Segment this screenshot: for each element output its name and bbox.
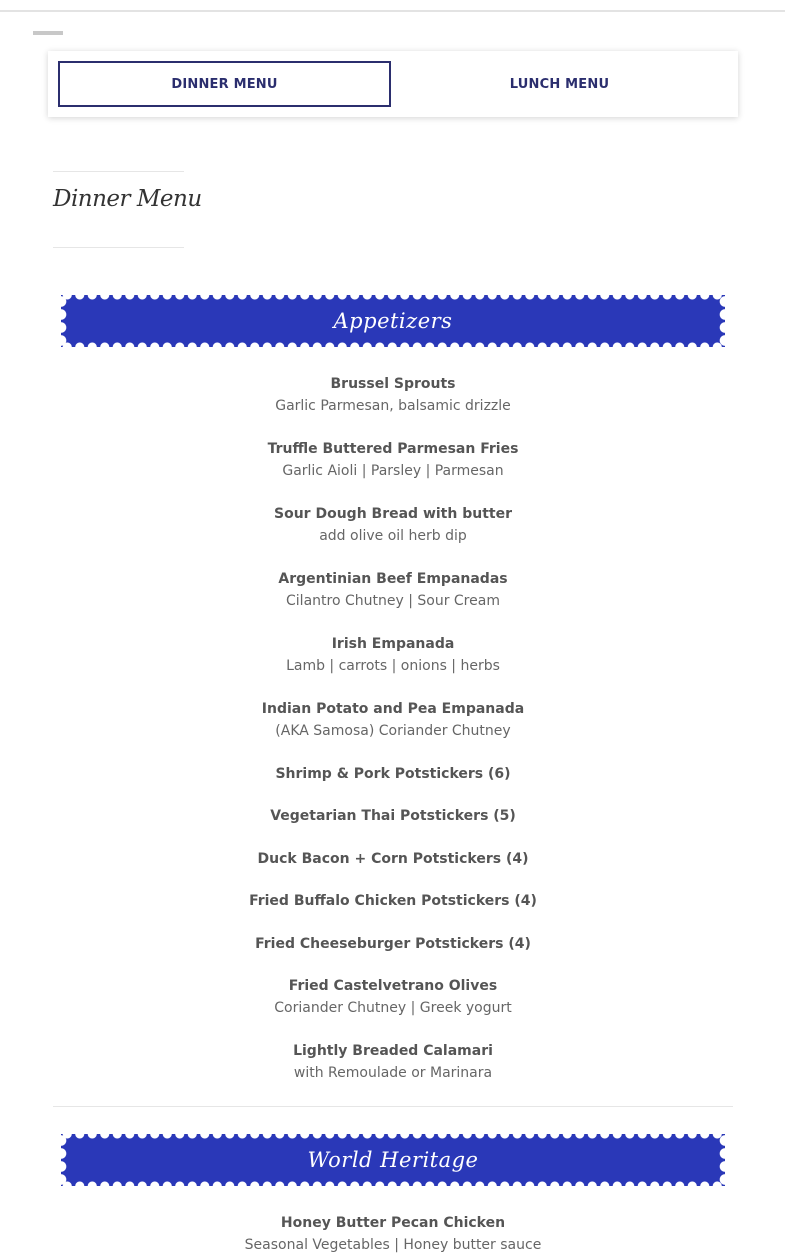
item-name: Brussel Sprouts [330,376,456,392]
item-description: Cilantro Chutney | Sour Cream [286,593,500,609]
section-title: Appetizers [333,309,453,333]
item-description: Seasonal Vegetables | Honey butter sauce [244,1237,542,1253]
tab-dinner-menu[interactable]: DINNER MENU [58,61,391,107]
menu-item [53,1041,733,1087]
appetizers-list [53,374,733,1087]
item-name: Indian Potato and Pea Empanada [261,701,525,717]
item-name: Shrimp & Pork Potstickers (6) [275,766,511,782]
section-divider [53,1106,733,1107]
menu-tabs [48,51,738,117]
item-name: Vegetarian Thai Potstickers (5) [270,808,516,824]
menu-item [53,634,733,699]
menu-item [53,569,733,634]
menu-item [53,849,733,891]
menu-item [53,806,733,849]
menu-item [53,374,733,439]
top-rule [0,0,785,12]
item-name: Lightly Breaded Calamari [293,1043,493,1059]
item-name: Argentinian Beef Empanadas [278,571,508,587]
page-heading [53,171,202,248]
menu-item [53,504,733,569]
page-title: Dinner Menu [53,186,202,212]
item-name: Duck Bacon + Corn Potstickers (4) [257,851,529,867]
menu-item [53,891,733,934]
item-name: Honey Butter Pecan Chicken [280,1215,506,1231]
item-name: Fried Buffalo Chicken Potstickers (4) [249,893,537,909]
item-name: Fried Castelvetrano Olives [288,978,498,994]
drag-handle[interactable] [33,31,63,35]
section-banner-appetizers [61,295,725,347]
item-name: Fried Cheeseburger Potstickers (4) [255,936,531,952]
item-description: with Remoulade or Marinara [293,1065,493,1081]
item-description: Coriander Chutney | Greek yogurt [274,1000,512,1016]
tab-lunch-menu[interactable]: LUNCH MENU [509,76,610,92]
menu-item [53,699,733,764]
item-description: Garlic Aioli | Parsley | Parmesan [282,463,504,479]
section-title: World Heritage [307,1148,479,1172]
item-description: add olive oil herb dip [319,528,467,544]
menu-item [53,764,733,806]
menu-item [53,934,733,976]
item-description: (AKA Samosa) Coriander Chutney [275,723,511,739]
section-banner-world-heritage [61,1134,725,1186]
item-description: Garlic Parmesan, balsamic drizzle [275,398,511,414]
item-name: Sour Dough Bread with butter [274,506,512,522]
item-description: Lamb | carrots | onions | herbs [286,658,500,674]
menu-item [53,439,733,504]
item-name: Irish Empanada [331,636,455,652]
item-name: Truffle Buttered Parmesan Fries [267,441,519,457]
menu-item [53,976,733,1041]
